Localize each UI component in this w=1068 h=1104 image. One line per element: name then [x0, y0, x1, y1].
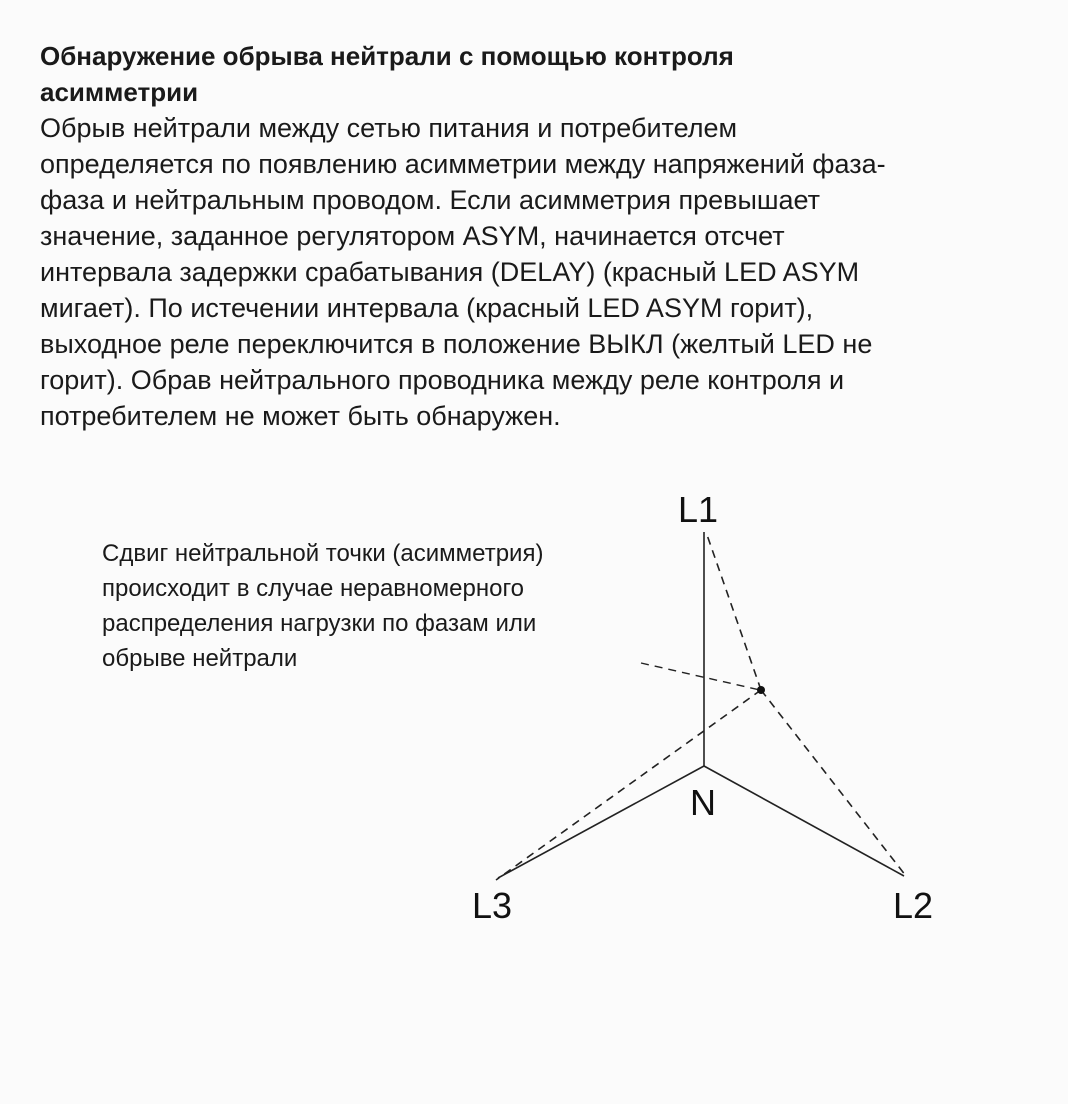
- label-n: N: [690, 782, 716, 823]
- phase-line-l3: [498, 766, 704, 878]
- label-l2: L2: [893, 885, 934, 926]
- callout-line: происходит в случае неравномерного: [102, 575, 525, 602]
- description-line: потребителем не может быть обнаружен.: [40, 401, 561, 431]
- shifted-line-l1: [706, 532, 761, 690]
- heading-line: Обнаружение обрыва нейтрали с помощью контроля: [40, 41, 734, 71]
- description-line: значение, заданное регулятором ASYM, начинается отсчет: [40, 221, 785, 251]
- description-line: фаза и нейтральным проводом. Если асимметрия превышает: [40, 185, 821, 215]
- label-l1: L1: [678, 489, 719, 530]
- label-l3: L3: [472, 885, 513, 926]
- description-line: Обрыв нейтрали между сетью питания и потребителем: [40, 113, 738, 143]
- description-line: интервала задержки срабатывания (DELAY) (красный LED ASYM: [40, 257, 860, 287]
- shifted-line-l2: [761, 690, 906, 876]
- phase-line-l2: [704, 766, 904, 876]
- description-line: определяется по появлению асимметрии между напряжений фаза-: [40, 149, 886, 179]
- description-line: мигает). По истечении интервала (красный LED ASYM горит),: [40, 293, 814, 323]
- heading-line: асимметрии: [40, 77, 199, 107]
- shifted-line-l3: [496, 690, 761, 880]
- description-line: горит). Обрав нейтрального проводника между реле контроля и: [40, 365, 845, 395]
- callout-line: обрыве нейтрали: [102, 645, 298, 672]
- description-line: выходное реле переключится в положение ВЫКЛ (желтый LED не: [40, 329, 873, 359]
- shifted-neutral-point: [757, 686, 765, 694]
- callout-line: Сдвиг нейтральной точки (асимметрия): [102, 540, 544, 567]
- callout-pointer: [641, 663, 760, 690]
- callout-line: распределения нагрузки по фазам или: [102, 610, 537, 637]
